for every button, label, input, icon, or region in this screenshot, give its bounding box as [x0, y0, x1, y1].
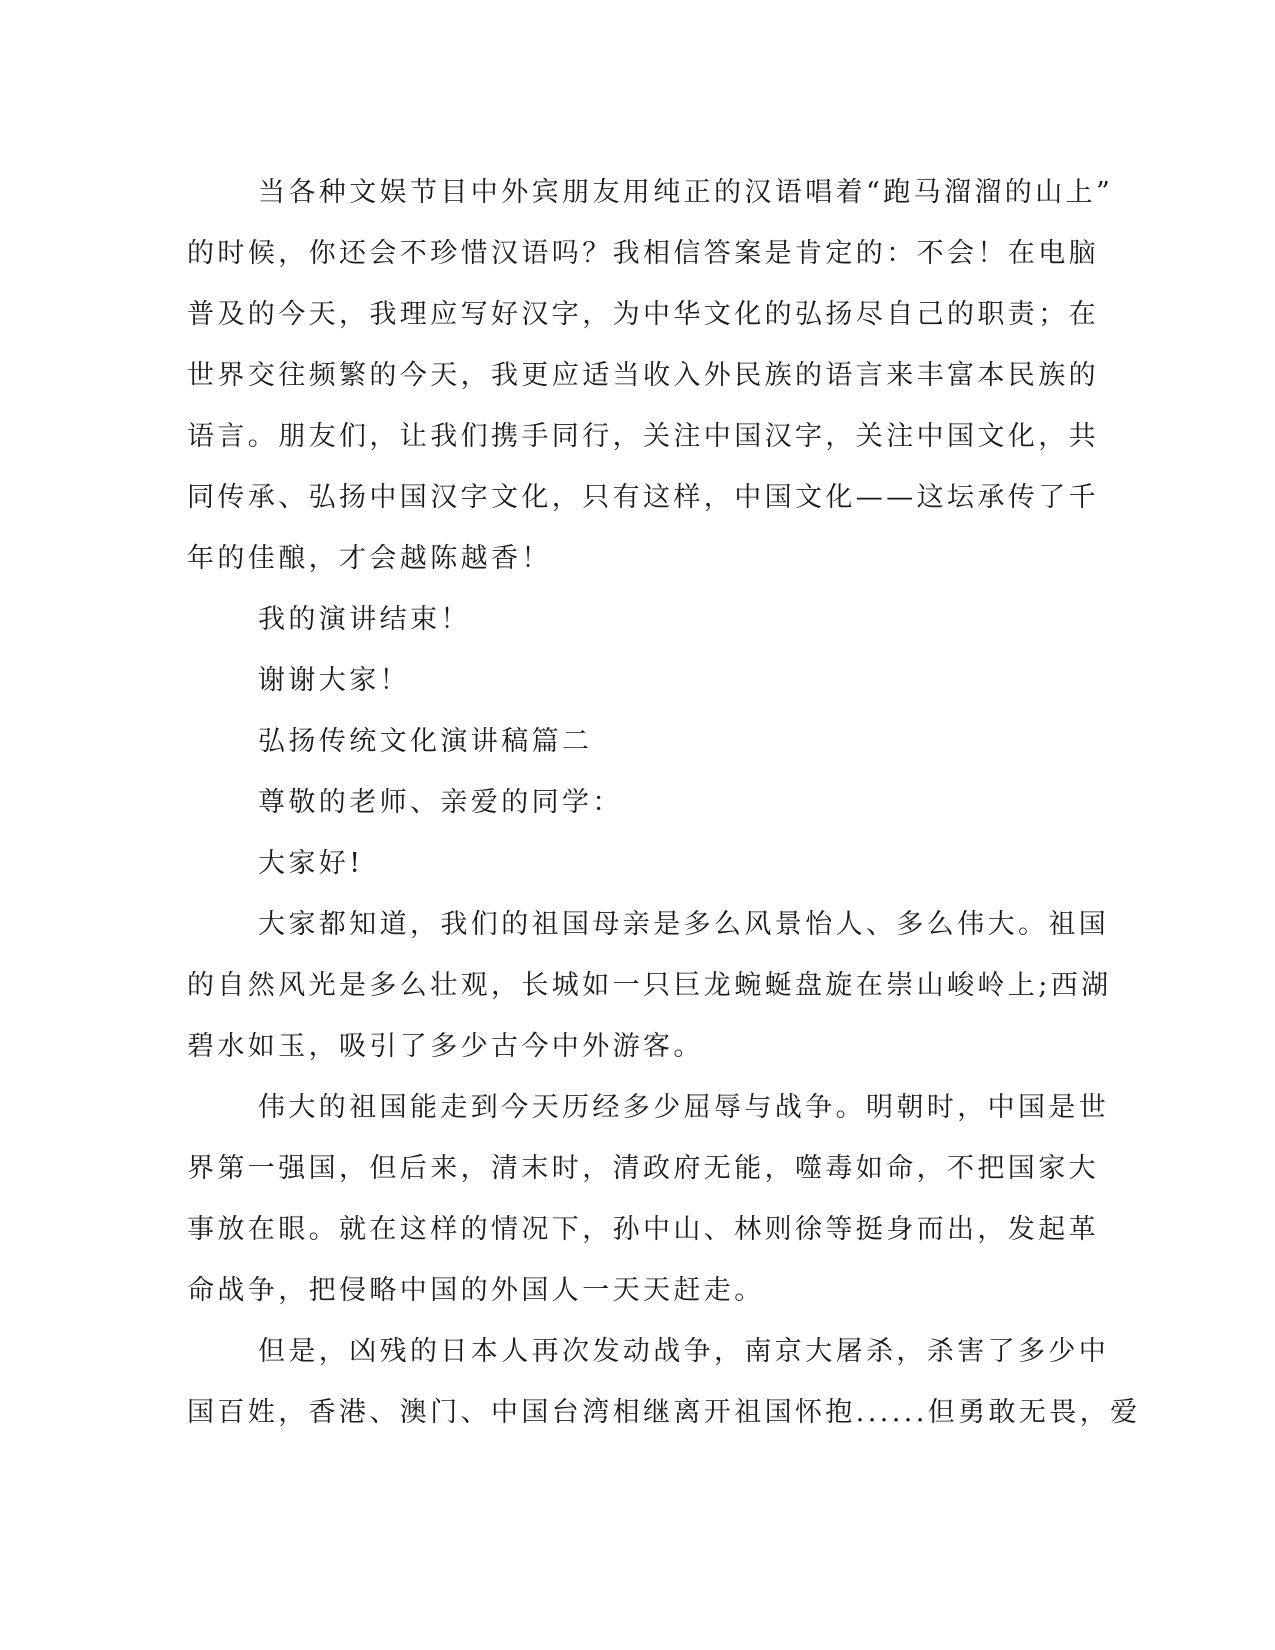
- document-body: [187, 162, 1141, 1443]
- text-line: 当各种文娱节目中外宾朋友用纯正的汉语唱着“跑马溜溜的山上”: [258, 177, 1114, 208]
- text-line: 的时候，你还会不珍惜汉语吗？我相信答案是肯定的：不会！在电脑: [187, 238, 1099, 269]
- text-line: 命战争，把侵略中国的外国人一天天赶走。: [187, 1275, 765, 1306]
- greeting-line: 大家好!: [258, 848, 364, 879]
- section-title: 弘扬传统文化演讲稿篇二: [258, 726, 593, 757]
- closing-line: 我的演讲结束！: [258, 604, 471, 635]
- text-line: 伟大的祖国能走到今天历经多少屈辱与战争。明朝时，中国是世: [258, 1092, 1110, 1123]
- text-line: 界第一强国，但后来，清末时，清政府无能，噬毒如命，不把国家大: [187, 1153, 1099, 1184]
- text-line: 同传承、弘扬中国汉字文化，只有这样，中国文化——这坛承传了千: [187, 482, 1099, 513]
- text-line: 碧水如玉，吸引了多少古今中外游客。: [187, 1031, 704, 1062]
- text-line: 大家都知道，我们的祖国母亲是多么风景怡人、多么伟大。祖国: [258, 909, 1110, 940]
- salutation-line: 尊敬的老师、亲爱的同学：: [258, 787, 623, 818]
- text-line: 国百姓，香港、澳门、中国台湾相继离开祖国怀抱......但勇敢无畏，爱: [187, 1397, 1141, 1428]
- thanks-line: 谢谢大家！: [258, 665, 410, 696]
- text-line: 但是，凶残的日本人再次发动战争，南京大屠杀，杀害了多少中: [258, 1336, 1110, 1367]
- text-line: 语言。朋友们，让我们携手同行，关注中国汉字，关注中国文化，共: [187, 421, 1099, 452]
- text-line: 事放在眼。就在这样的情况下，孙中山、林则徐等挺身而出，发起革: [187, 1214, 1099, 1245]
- text-line: 普及的今天，我理应写好汉字，为中华文化的弘扬尽自己的职责；在: [187, 299, 1099, 330]
- text-line: 世界交往频繁的今天，我更应适当收入外民族的语言来丰富本民族的: [187, 360, 1099, 391]
- text-line: 年的佳酿，才会越陈越香！: [187, 543, 552, 574]
- text-line: 的自然风光是多么壮观，长城如一只巨龙蜿蜒盘旋在崇山峻岭上;西湖: [187, 970, 1112, 1001]
